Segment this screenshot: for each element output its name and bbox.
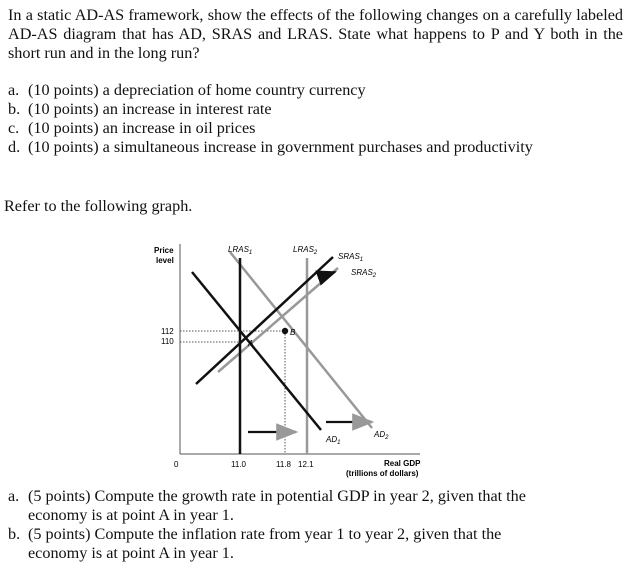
x-axis-label-2: (trillions of dollars) [346, 469, 419, 478]
point-b-label: B [290, 328, 296, 337]
x-tick-12-1: 12.1 [298, 460, 314, 469]
x-axis-label: Real GDP [384, 459, 421, 468]
followup-b [8, 525, 623, 563]
y-tick-112: 112 [161, 327, 174, 336]
ad2-label: $AD_2$ [374, 430, 389, 441]
followup-b-line2: economy is at point A in year 1. [28, 544, 234, 562]
question-d-label: d. [8, 138, 21, 156]
lras2-label: $LRAS_2$ [293, 245, 318, 256]
question-c [8, 119, 255, 138]
y-tick-110: 110 [161, 337, 174, 346]
y-axis-label: Price [154, 246, 174, 255]
question-intro: In a static AD-AS framework, show the effects of the following changes on a carefully labeled AD-AS diagram that has AD, SRAS and LRAS. State what happens to P and Y both in the short run and in the long run? [8, 6, 623, 62]
followup-b-label: b. [8, 525, 21, 543]
question-b [8, 100, 272, 119]
question-b-text: (10 points) an increase in interest rate [28, 100, 272, 118]
ad1-line [192, 272, 321, 430]
x-tick-11-8: 11.8 [276, 460, 291, 469]
question-b-label: b. [8, 100, 21, 118]
sras2-label: $SRAS_2$ [351, 268, 377, 279]
x-tick-11-0: 11.0 [231, 460, 246, 469]
point-a-label: A [248, 339, 254, 348]
question-d [8, 138, 533, 157]
refer-text: Refer to the following graph. [4, 197, 193, 215]
y-axis-label-2: level [156, 256, 174, 265]
sras1-label: $SRAS_1$ [338, 252, 364, 263]
followup-b-line1: (5 points) Compute the inflation rate from year 1 to year 2, given that the [28, 525, 502, 543]
sras1-line [196, 257, 333, 384]
question-a-text: (10 points) a depreciation of home country currency [28, 81, 366, 99]
followup-a-line1: (5 points) Compute the growth rate in potential GDP in year 2, given that the [28, 487, 526, 505]
followup-a [8, 487, 623, 525]
question-d-text: (10 points) a simultaneous increase in government purchases and productivity [28, 138, 533, 156]
sras2-line [218, 268, 338, 372]
followup-a-label: a. [8, 487, 20, 505]
lras1-label: $LRAS_1$ [228, 245, 253, 256]
x-tick-0: 0 [174, 460, 179, 469]
ad1-label: $AD_1$ [326, 435, 341, 446]
point-b-dot [282, 328, 288, 334]
question-a-label: a. [8, 81, 20, 99]
followup-a-line2: economy is at point A in year 1. [28, 506, 234, 524]
question-a [8, 81, 366, 100]
question-c-text: (10 points) an increase in oil prices [28, 119, 256, 137]
ad-as-graph [140, 232, 440, 482]
question-c-label: c. [8, 119, 20, 137]
